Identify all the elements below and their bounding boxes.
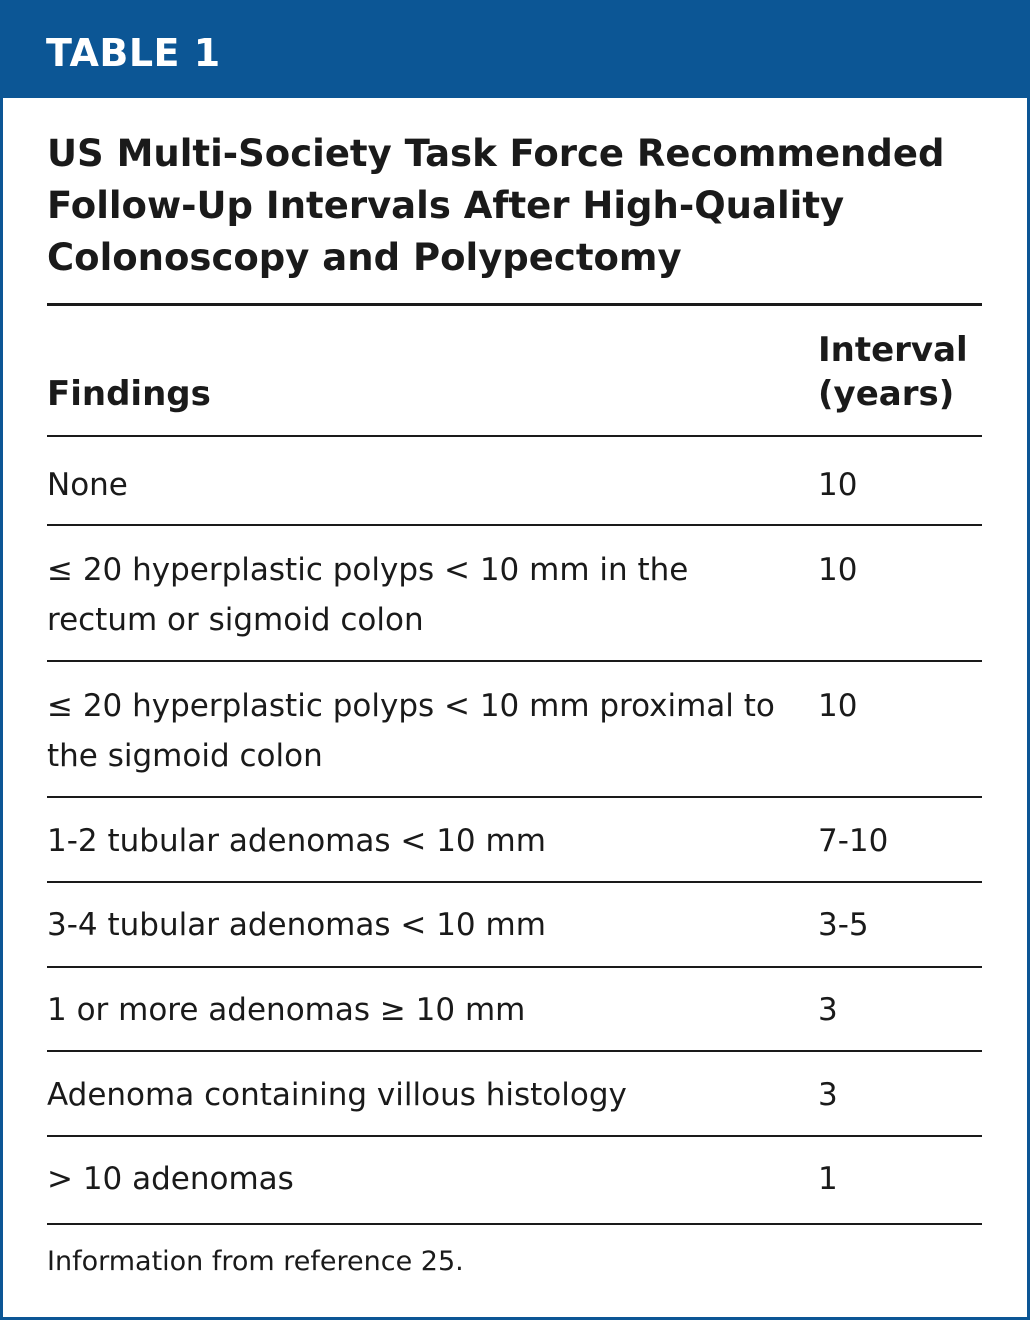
row-divider (47, 524, 982, 526)
row-interval: 7-10 (818, 823, 889, 859)
row-divider (47, 1135, 982, 1137)
table-footnote: Information from reference 25. (47, 1246, 464, 1277)
row-divider (47, 796, 982, 798)
row-divider (47, 660, 982, 662)
row-interval: 10 (818, 688, 858, 724)
row-finding: None (47, 467, 128, 503)
table-title: US Multi-Society Task Force Recommended Follow-Up Intervals After High-Quality Colonoscopy and Polypectomy (47, 132, 945, 279)
row-finding: ≤ 20 hyperplastic polyps < 10 mm in the rectum or sigmoid colon (47, 552, 689, 638)
row-finding: ≤ 20 hyperplastic polyps < 10 mm proximal to the sigmoid colon (47, 688, 775, 774)
header-findings: Findings (47, 374, 211, 414)
row-interval: 1 (818, 1161, 838, 1197)
header-interval-line2: (years) (818, 374, 955, 414)
header-interval-line1: Interval (818, 330, 968, 370)
row-divider (47, 881, 982, 883)
header-interval (818, 328, 988, 416)
table-banner (0, 0, 1030, 98)
row-divider (47, 966, 982, 968)
row-finding: > 10 adenomas (47, 1161, 294, 1197)
row-finding: 3-4 tubular adenomas < 10 mm (47, 907, 546, 943)
row-finding: Adenoma containing villous histology (47, 1077, 627, 1113)
row-interval: 10 (818, 467, 858, 503)
table-number-label: TABLE 1 (46, 31, 221, 75)
table-top-rule (47, 303, 982, 306)
row-interval: 3 (818, 992, 838, 1028)
header-bottom-rule (47, 435, 982, 437)
row-finding: 1 or more adenomas ≥ 10 mm (47, 992, 526, 1028)
table-bottom-rule (47, 1223, 982, 1225)
row-interval: 3 (818, 1077, 838, 1113)
row-interval: 3-5 (818, 907, 869, 943)
row-divider (47, 1050, 982, 1052)
row-interval: 10 (818, 552, 858, 588)
row-finding: 1-2 tubular adenomas < 10 mm (47, 823, 546, 859)
